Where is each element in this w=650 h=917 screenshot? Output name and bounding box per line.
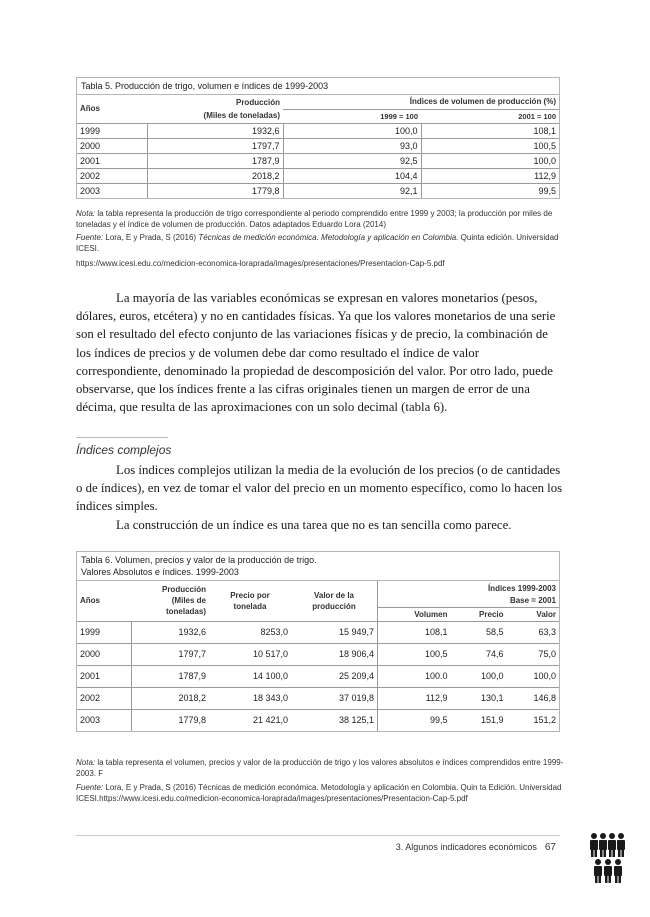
table-5 (76, 77, 560, 199)
table-6-header-production-l3: toneladas) (165, 607, 206, 617)
table-6-cell: 99,5 (378, 709, 451, 731)
table-5-cell: 1932,6 (147, 123, 283, 138)
table-6-cell: 18 343,0 (209, 687, 291, 709)
table-5-cell: 1999 (77, 123, 147, 138)
table-6-cell: 100.0 (378, 665, 451, 687)
table-6-note-label: Nota: (76, 758, 96, 767)
table-6-cell: 63,3 (507, 621, 559, 643)
table-6-cell: 112,9 (378, 687, 451, 709)
person-icon (599, 833, 607, 857)
table-6-cell: 151,9 (450, 709, 506, 731)
table-6-source-label: Fuente: (76, 783, 104, 792)
table-5-source-title: Técnicas de medición económica. Metodología y aplicación en Colombia. (198, 233, 459, 242)
table-6-cell: 2018,2 (131, 687, 209, 709)
table-6-header-production (131, 581, 209, 621)
paragraph-1: La mayoría de las variables económicas se expresan en valores monetarios (pesos, dólares, euros, etcétera) y no en cantidades físicas. Ya que los valores monetarios de una serie son el resultado del efecto conjunto de las variaciones físicas y de precio, la combinación de los índices de precios y de volumen debe dar como resultado el índice de valor correspondiente, denominado la propiedad de descomposición del valor. Por otro lado, puede observarse, que los índices frente a las cifras originales tienen un margen de error de una décima, que resulta de las aproximaciones con un solo decimal (tabla 6). (76, 291, 556, 415)
person-icon (604, 859, 612, 883)
table-6-header-production-l1: Producción (161, 585, 206, 595)
person-icon (608, 833, 616, 857)
table-6-row (77, 709, 559, 731)
table-6-cell: 14 100,0 (209, 665, 291, 687)
table-6-cell: 74,6 (450, 643, 506, 665)
table-6-cell: 1932,6 (131, 621, 209, 643)
person-icon (590, 833, 598, 857)
table-6-cell: 38 125,1 (291, 709, 378, 731)
table-5-cell: 2003 (77, 183, 147, 198)
table-5-header-production-unit: (Miles de toneladas) (203, 111, 280, 121)
table-6-note-text: la tabla representa el volumen, precios y valor de la producción de trigo y los valores absolutos e índices comprendidos entre 1999-2003. F (76, 758, 564, 778)
table-6-header-volume: Volumen (378, 607, 451, 621)
table-5-cell: 2018,2 (147, 168, 283, 183)
table-6-row (77, 687, 559, 709)
table-6-cell: 130,1 (450, 687, 506, 709)
table-6-row (77, 665, 559, 687)
table-5-cell: 112,9 (421, 168, 559, 183)
page-number: 67 (544, 842, 556, 853)
person-icon (594, 859, 602, 883)
table-5-cell: 92,5 (283, 153, 421, 168)
table-5-cell: 93,0 (283, 138, 421, 153)
table-6-cell: 146,8 (507, 687, 559, 709)
table-6 (76, 551, 560, 732)
table-6-cell: 2001 (77, 665, 131, 687)
table-6-cell: 37 019,8 (291, 687, 378, 709)
paragraph-3: La construcción de un índice es una tarea que no es tan sencilla como parece. (116, 518, 512, 532)
table-5-source-label: Fuente: (76, 233, 104, 242)
table-6-cell: 15 949,7 (291, 621, 378, 643)
table-6-header-index-base: Base = 2001 (378, 595, 560, 607)
table-5-note (76, 209, 566, 230)
table-6-header-years: Años (80, 596, 100, 606)
table-5-row (77, 138, 559, 153)
table-6-cell: 25 209,4 (291, 665, 378, 687)
table-5-note-label: Nota: (76, 209, 96, 218)
table-5-header-production: Producción (235, 97, 280, 107)
table-6-cell: 100,0 (450, 665, 506, 687)
footer-chapter: 3. Algunos indicadores económicos (395, 842, 537, 852)
table-6-header-production-l2: (Miles de (171, 596, 206, 606)
table-6-grid (77, 581, 559, 731)
table-5-note-text: la tabla representa la producción de trigo correspondiente al periodo comprendido entre 1999 y 2003; la producción por miles de toneladas y el índice de volumen de producción. Datos adaptados Eduardo Lora (2014) (76, 209, 553, 229)
table-6-note (76, 758, 566, 779)
table-6-cell: 100,5 (378, 643, 451, 665)
table-6-header-value-l1: Valor de la (313, 590, 355, 600)
table-6-header-price (209, 581, 291, 621)
table-6-row (77, 621, 559, 643)
table-5-cell: 100,0 (421, 153, 559, 168)
table-5-cell: 99,5 (421, 183, 559, 198)
table-5-source-authors: Lora, E y Prada, S (2016) (103, 233, 199, 242)
table-5-cell: 100,5 (421, 138, 559, 153)
table-6-row (77, 643, 559, 665)
footer (396, 842, 556, 853)
table-6-cell: 1787,9 (131, 665, 209, 687)
table-5-header-base-2001: 2001 = 100 (421, 109, 559, 123)
table-6-header-value (291, 581, 378, 621)
table-5-cell: 2002 (77, 168, 147, 183)
table-5-row (77, 153, 559, 168)
person-icon (614, 859, 622, 883)
table-6-header-index-group: Índices 1999-2003 (378, 581, 560, 595)
table-6-cell: 75,0 (507, 643, 559, 665)
table-5-source-rest: Quinta edición. Universidad ICESI. (76, 233, 559, 253)
table-6-cell: 1779,8 (131, 709, 209, 731)
footer-rule (76, 835, 560, 836)
table-5-row (77, 123, 559, 138)
table-6-caption-line-1: Tabla 6. Volumen, precios y valor de la producción de trigo. (81, 555, 317, 565)
table-6-header-price-l1: Precio por (230, 590, 270, 600)
table-5-header-years: Años (80, 104, 100, 114)
table-5-header-base-1999: 1999 = 100 (283, 109, 421, 123)
person-icon (617, 833, 625, 857)
table-5-cell: 108,1 (421, 123, 559, 138)
table-5-cell: 1779,8 (147, 183, 283, 198)
table-6-cell: 100,0 (507, 665, 559, 687)
table-6-cell: 8253,0 (209, 621, 291, 643)
table-6-header-value-index: Valor (507, 607, 559, 621)
table-5-source-url[interactable]: https://www.icesi.edu.co/medicion-economica-loraprada/images/presentaciones/Presentacion-Cap-5.pdf (76, 259, 445, 268)
table-5-header-index-group: Índices de volumen de producción (%) (409, 97, 556, 107)
table-5-row (77, 183, 559, 198)
table-6-header-price-index: Precio (450, 607, 506, 621)
paragraph-2: Los índices complejos utilizan la media de la evolución de los precios (o de cantidades o de índices), en vez de tomar el valor del precio en un momento específico, como lo hacen los índices simples. (76, 463, 563, 514)
table-5-caption: Tabla 5. Producción de trigo, volumen e índices de 1999-2003 (77, 78, 559, 95)
table-6-cell: 18 906,4 (291, 643, 378, 665)
table-5-grid (77, 95, 559, 198)
table-5-row (77, 168, 559, 183)
table-5-cell: 104,4 (283, 168, 421, 183)
section-title: Índices complejos (76, 443, 172, 457)
table-6-cell: 10 517,0 (209, 643, 291, 665)
table-5-cell: 2000 (77, 138, 147, 153)
table-6-caption (77, 552, 559, 581)
table-6-cell: 21 421,0 (209, 709, 291, 731)
table-6-cell: 2002 (77, 687, 131, 709)
table-6-cell: 58,5 (450, 621, 506, 643)
table-6-cell: 1999 (77, 621, 131, 643)
section-divider (76, 437, 168, 438)
table-5-cell: 100,0 (283, 123, 421, 138)
table-5-cell: 92,1 (283, 183, 421, 198)
table-6-cell: 2003 (77, 709, 131, 731)
table-6-source-text: Lora, E y Prada, S (2016) Técnicas de medición económica. Metodología y aplicación en Colombia. Quin ta Edición. Universidad ICESI.https://www.icesi.edu.co/medicion-economica-loraprada/images/presentaciones/Presentacion-Cap-5.pdf (76, 783, 562, 803)
people-group-icon (588, 832, 628, 884)
table-5-cell: 1797,7 (147, 138, 283, 153)
table-6-source (76, 783, 566, 804)
table-5-cell: 1787,9 (147, 153, 283, 168)
table-6-header-price-l2: tonelada (233, 601, 267, 611)
table-6-cell: 2000 (77, 643, 131, 665)
table-6-header-value-l2: producción (312, 601, 356, 611)
table-6-cell: 151,2 (507, 709, 559, 731)
table-5-source (76, 233, 566, 254)
table-6-caption-line-2: Valores Absolutos e índices. 1999-2003 (81, 567, 239, 577)
table-5-cell: 2001 (77, 153, 147, 168)
table-6-cell: 108,1 (378, 621, 451, 643)
table-6-cell: 1797,7 (131, 643, 209, 665)
